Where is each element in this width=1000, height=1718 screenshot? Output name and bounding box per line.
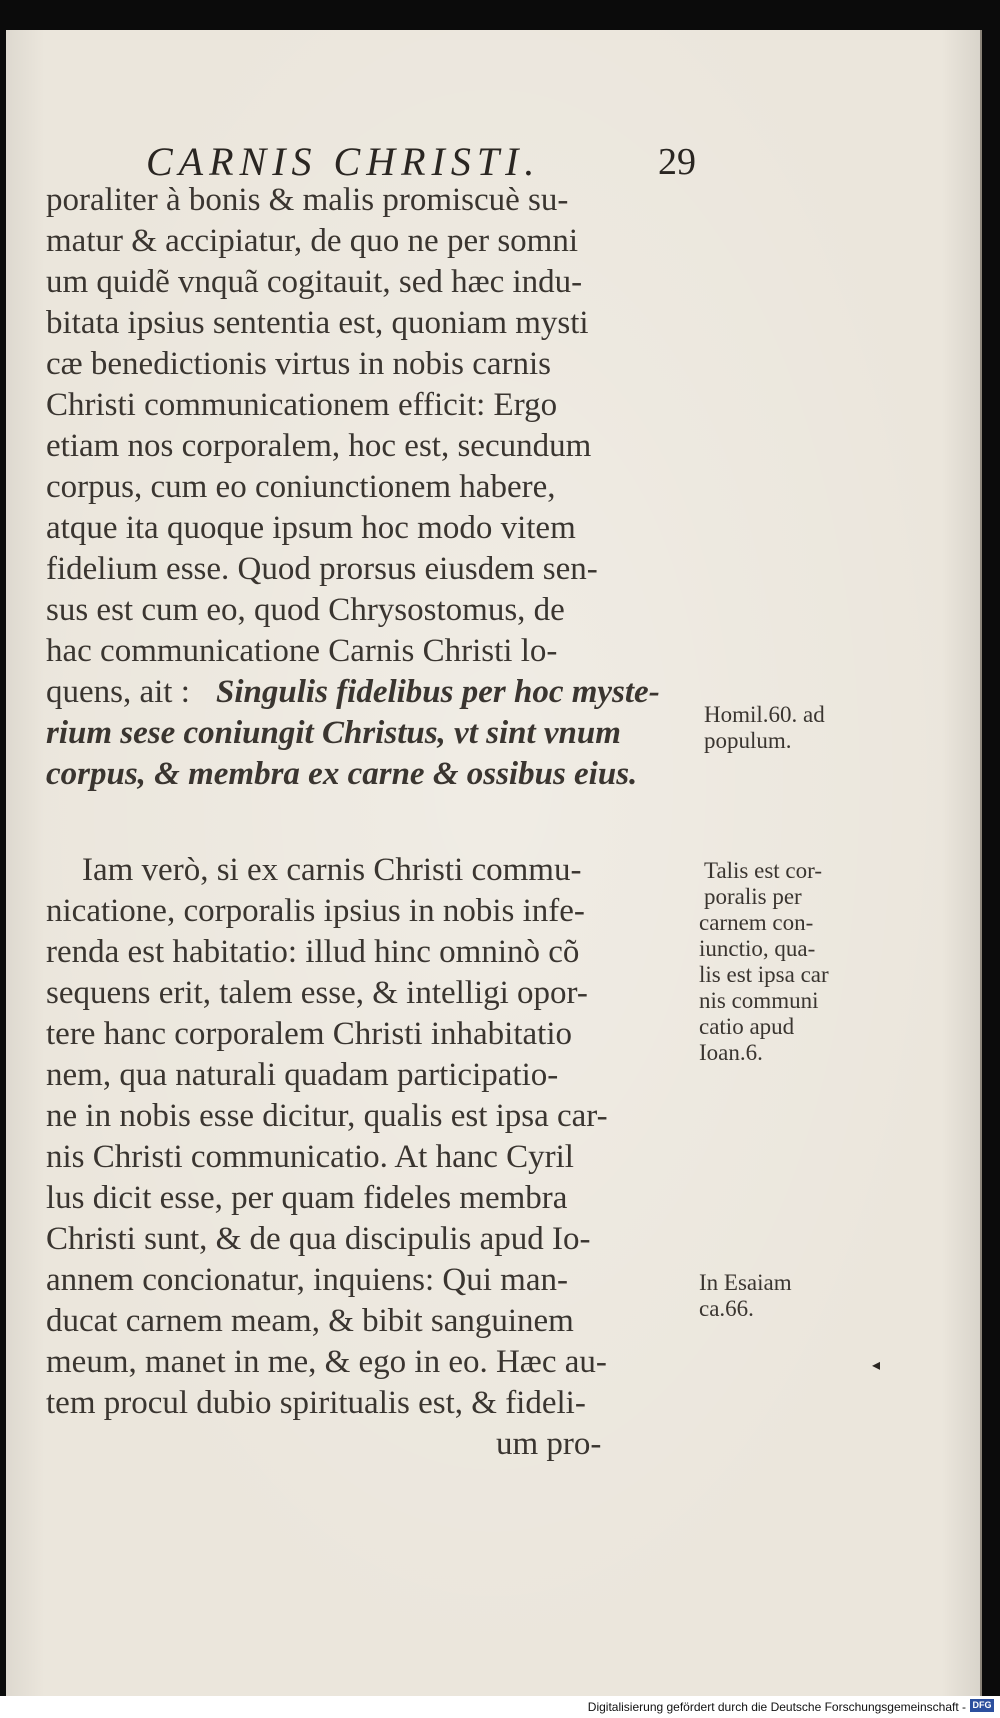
text-line: bitata ipsius sententia est, quoniam mysti bbox=[46, 305, 589, 341]
dfg-logo-icon: DFG bbox=[970, 1699, 994, 1712]
margin-note-line: Talis est cor- bbox=[704, 858, 822, 883]
text-line: cæ benedictionis virtus in nobis carnis bbox=[46, 346, 552, 382]
text-line: matur & accipiatur, de quo ne per somni bbox=[46, 223, 579, 259]
quotation-line: Singulis fidelibus per hoc myste- bbox=[216, 674, 660, 710]
text-line: fidelium esse. Quod prorsus eiusdem sen- bbox=[46, 551, 598, 587]
margin-marker-icon: ◂ bbox=[872, 1355, 881, 1374]
text-line: ne in nobis esse dicitur, qualis est ipsa car- bbox=[46, 1098, 608, 1134]
catchword: um pro- bbox=[496, 1426, 602, 1462]
text-line: corpus, cum eo coniunctionem habere, bbox=[46, 469, 556, 505]
margin-note-line: ca.66. bbox=[699, 1296, 754, 1321]
text-line: nis Christi communicatio. At hanc Cyril bbox=[46, 1139, 574, 1175]
text-line: sequens erit, talem esse, & intelligi opor- bbox=[46, 975, 588, 1011]
margin-note-line: Ioan.6. bbox=[699, 1040, 763, 1065]
text-line: Christi communicationem efficit: Ergo bbox=[46, 387, 558, 423]
margin-note-line: Homil.60. ad bbox=[704, 702, 825, 727]
margin-note-line: iunctio, qua- bbox=[699, 936, 816, 961]
text-line: nem, qua naturali quadam participatio- bbox=[46, 1057, 559, 1093]
margin-note-line: poralis per bbox=[704, 884, 802, 909]
text-line: quens, ait : bbox=[46, 674, 190, 710]
book-page bbox=[6, 30, 982, 1696]
text-line: Iam verò, si ex carnis Christi commu- bbox=[82, 852, 582, 888]
text-line: poraliter à bonis & malis promiscuè su- bbox=[46, 182, 569, 218]
text-line: tem procul dubio spiritualis est, & fideli- bbox=[46, 1385, 586, 1421]
margin-note-line: carnem con- bbox=[699, 910, 814, 935]
margin-note-line: In Esaiam bbox=[699, 1270, 792, 1295]
margin-note-line: catio apud bbox=[699, 1014, 795, 1039]
margin-note-line: lis est ipsa car bbox=[699, 962, 829, 987]
text-line: um quidẽ vnquã cogitauit, sed hæc indu- bbox=[46, 264, 583, 300]
text-line: tere hanc corporalem Christi inhabitatio bbox=[46, 1016, 572, 1052]
text-line: hac communicatione Carnis Christi lo- bbox=[46, 633, 558, 669]
text-line: ducat carnem meam, & bibit sanguinem bbox=[46, 1303, 574, 1339]
margin-note-line: nis communi bbox=[699, 988, 819, 1013]
quotation-line: rium sese coniungit Christus, vt sint vnum bbox=[46, 715, 621, 751]
text-line: annem concionatur, inquiens: Qui man- bbox=[46, 1262, 568, 1298]
text-line: Christi sunt, & de qua discipulis apud Io- bbox=[46, 1221, 591, 1257]
text-line: lus dicit esse, per quam fideles membra bbox=[46, 1180, 568, 1216]
page-number: 29 bbox=[658, 141, 696, 183]
text-line: sus est cum eo, quod Chrysostomus, de bbox=[46, 592, 565, 628]
running-title: CARNIS CHRISTI. bbox=[146, 139, 541, 184]
text-line: atque ita quoque ipsum hoc modo vitem bbox=[46, 510, 576, 546]
text-line: renda est habitatio: illud hinc omninò cõ bbox=[46, 934, 580, 970]
footer-credit: Digitalisierung gefördert durch die Deutsche Forschungsgemeinschaft - bbox=[587, 1700, 966, 1714]
quotation-line: corpus, & membra ex carne & ossibus eius. bbox=[46, 756, 638, 792]
margin-note-line: populum. bbox=[704, 728, 792, 753]
text-line: meum, manet in me, & ego in eo. Hæc au- bbox=[46, 1344, 607, 1380]
text-line: etiam nos corporalem, hoc est, secundum bbox=[46, 428, 592, 464]
text-line: nicatione, corporalis ipsius in nobis infe- bbox=[46, 893, 585, 929]
